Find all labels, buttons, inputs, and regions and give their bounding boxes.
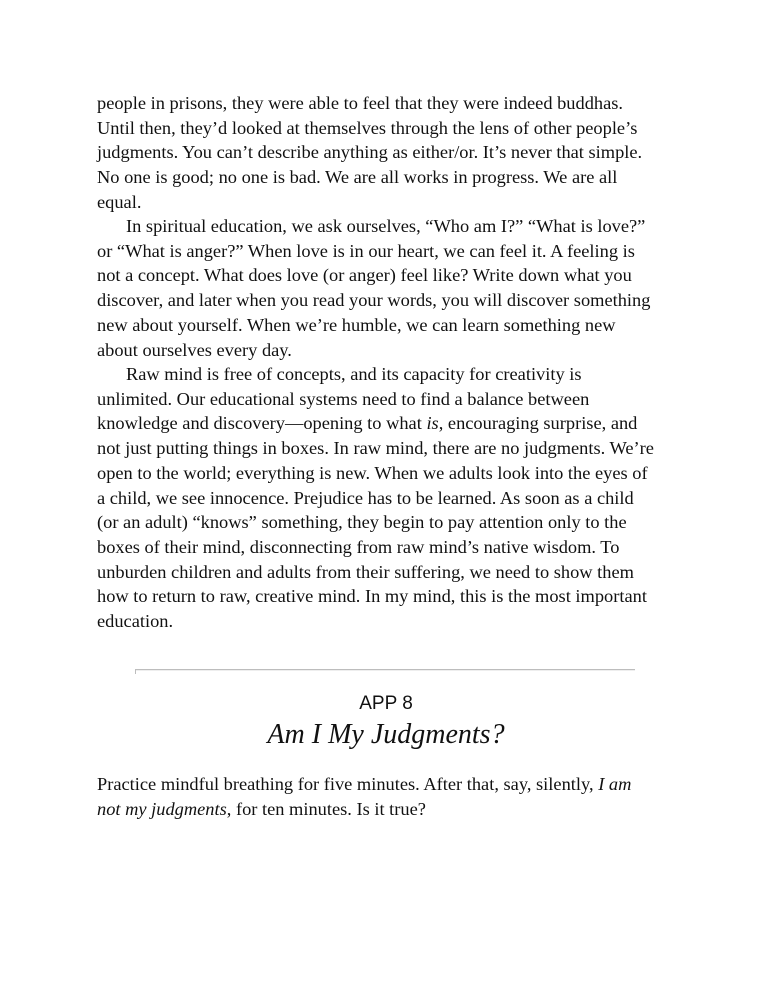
text-line: Until then, they’d looked at themselves through the lens of other people’s xyxy=(97,117,638,138)
divider-tick xyxy=(135,669,136,674)
emphasis-is: is xyxy=(426,413,439,434)
text-run: , encouraging surprise, and xyxy=(438,413,638,434)
text-line: education. xyxy=(97,611,174,632)
text-line xyxy=(97,772,683,797)
text-line: (or an adult) “knows” something, they begin to pay attention only to the xyxy=(97,512,627,533)
app-number-label: APP 8 xyxy=(359,693,413,714)
text-run: knowledge and discovery—opening to what xyxy=(97,413,427,434)
app-instructions xyxy=(97,772,683,821)
text-line: boxes of their mind, disconnecting from raw mind’s native wisdom. To xyxy=(97,536,620,557)
text-run: , for ten minutes. Is it true? xyxy=(226,798,426,819)
text-line: equal. xyxy=(97,191,142,212)
section-divider xyxy=(135,669,635,670)
text-line: discover, and later when you read your words, you will discover something xyxy=(97,290,651,311)
text-line: open to the world; everything is new. When we adults look into the eyes of xyxy=(97,462,648,483)
text-line: unlimited. Our educational systems need to find a balance between xyxy=(97,388,590,409)
text-run: Practice mindful breathing for five minutes. After that, say, silently, xyxy=(97,774,599,794)
text-line: new about yourself. When we’re humble, we can learn something new xyxy=(97,314,616,335)
text-line: about ourselves every day. xyxy=(97,339,292,360)
text-line xyxy=(97,797,683,822)
text-line: In spiritual education, we ask ourselves, “Who am I?” “What is love?” xyxy=(126,216,646,236)
text-line xyxy=(97,411,683,436)
text-line: not just putting things in boxes. In raw mind, there are no judgments. We’re xyxy=(97,438,654,459)
text-line: judgments. You can’t describe anything as either/or. It’s never that simple. xyxy=(97,142,643,163)
text-line: Raw mind is free of concepts, and its capacity for creativity is xyxy=(126,364,582,384)
text-line: not a concept. What does love (or anger) feel like? Write down what you xyxy=(97,265,632,286)
text-line: unburden children and adults from their suffering, we need to show them xyxy=(97,561,634,582)
text-line: people in prisons, they were able to feel that they were indeed buddhas. xyxy=(97,93,624,113)
text-line: a child, we see innocence. Prejudice has to be learned. As soon as a child xyxy=(97,487,634,508)
paragraph-raw-mind xyxy=(97,362,683,634)
app-title: Am I My Judgments? xyxy=(267,719,505,750)
text-line: or “What is anger?” When love is in our heart, we can feel it. A feeling is xyxy=(97,240,635,261)
text-line: No one is good; no one is bad. We are all works in progress. We are all xyxy=(97,167,618,188)
paragraph-spiritual-education xyxy=(97,214,683,362)
emphasis-not-my-judgments: not my judgments xyxy=(97,798,227,819)
text-line: how to return to raw, creative mind. In my mind, this is the most important xyxy=(97,586,647,607)
emphasis-i-am: I am xyxy=(598,774,632,794)
paragraph-prisons xyxy=(97,91,683,215)
